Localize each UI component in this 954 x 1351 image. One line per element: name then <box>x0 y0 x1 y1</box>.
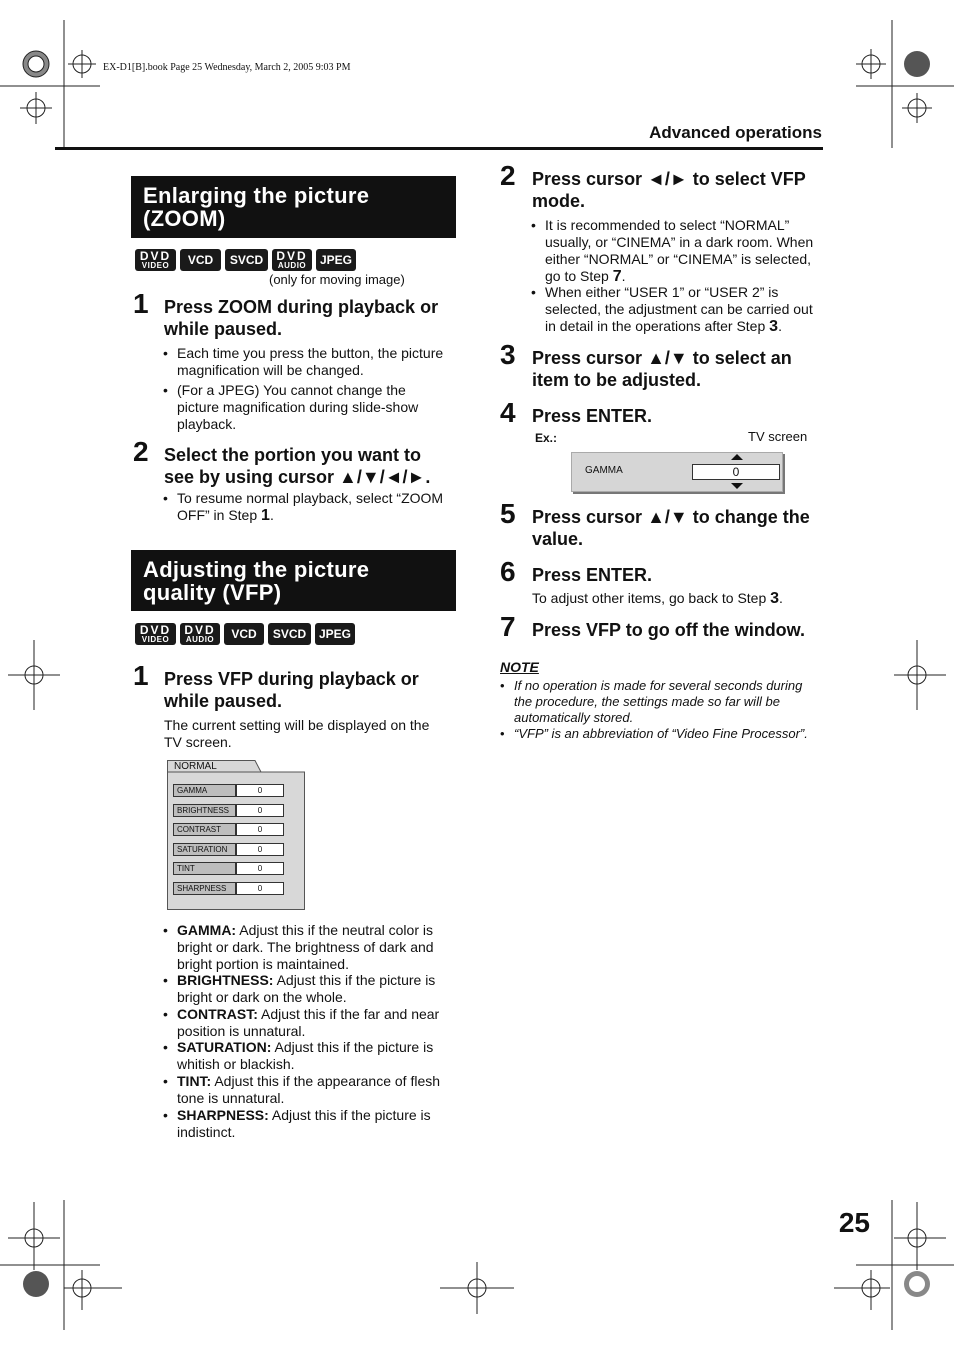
vfp-step7-title: Press VFP to go off the window. <box>532 620 806 640</box>
menu-row-gamma: GAMMA 0 <box>173 784 284 797</box>
def-gamma: • GAMMA: Adjust this if the neutral color is bright or dark. The brightness of dark and bright portion is maintained. <box>163 922 463 973</box>
vfp-disc-badges <box>135 623 355 645</box>
page-number: 25 <box>838 1207 870 1238</box>
zoom-section-title <box>131 176 456 238</box>
vfp-step2-bullet1: • It is recommended to select “NORMAL” usually, or “CINEMA” in a dark room. When either “NORMAL” or “CINEMA” is selected, go to Step 7. <box>531 217 831 285</box>
def-contrast: • CONTRAST: Adjust this if the far and near position is unnatural. <box>163 1006 463 1040</box>
badge-dvd-audio: DVD AUDIO <box>272 249 312 271</box>
zoom-title-line1: Enlarging the picture <box>143 183 370 208</box>
menu-row-contrast: CONTRAST 0 <box>173 823 284 836</box>
up-down-arrows-icon <box>727 453 747 491</box>
vfp-step2-bullet2: • When either “USER 1” or “USER 2” is selected, the adjustment can be carried out in detail in the operations after Step 3. <box>531 284 831 335</box>
vfp-menu-screen <box>167 760 305 910</box>
vfp-step1-title: Press VFP during playback or while paused. <box>164 669 419 711</box>
zoom-step1-bullet1: • Each time you press the button, the picture magnification will be changed. <box>163 345 463 379</box>
badge-dvd-audio: DVD AUDIO <box>180 623 220 645</box>
zoom-title-line2: (ZOOM) <box>143 206 226 231</box>
vfp-step3-number: 3 <box>500 339 516 370</box>
menu-row-sharpness: SHARPNESS 0 <box>173 882 284 895</box>
note-item-1: • If no operation is made for several seconds during the procedure, the settings made so far will be automatically stored. <box>500 678 830 726</box>
badge-dvd-video: DVD VIDEO <box>135 623 176 645</box>
zoom-step2-title: Select the portion you want to see by using cursor ▲/▼/◄/►. <box>164 445 431 487</box>
badge-dvd-video: DVD VIDEO <box>135 249 176 271</box>
vfp-step6-body: To adjust other items, go back to Step 3. <box>532 590 783 607</box>
badge-svcd: SVCD <box>268 623 311 645</box>
badge-vcd: VCD <box>180 249 221 271</box>
header-rule <box>55 147 823 150</box>
zoom-step1-bullet2: • (For a JPEG) You cannot change the picture magnification during slide-show playback. <box>163 382 463 433</box>
vfp-step6-number: 6 <box>500 556 516 587</box>
def-saturation: • SATURATION: Adjust this if the picture is whitish or blackish. <box>163 1039 463 1073</box>
vfp-step5-title: Press cursor ▲/▼ to change the value. <box>532 507 810 549</box>
vfp-step2-number: 2 <box>500 160 516 191</box>
menu-row-tint: TINT 0 <box>173 862 284 875</box>
gamma-screen-label: GAMMA <box>585 465 623 476</box>
menu-row-saturation: SATURATION 0 <box>173 843 284 856</box>
vfp-menu-tab: NORMAL <box>174 761 217 772</box>
example-label: Ex.: <box>535 431 558 445</box>
vfp-title-line2: quality (VFP) <box>143 580 282 605</box>
gamma-screen-value: 0 <box>692 464 780 480</box>
def-brightness: • BRIGHTNESS: Adjust this if the picture is bright or dark on the whole. <box>163 972 463 1006</box>
gamma-screen <box>571 452 783 492</box>
def-tint: • TINT: Adjust this if the appearance of flesh tone is unnatural. <box>163 1073 463 1107</box>
menu-row-brightness: BRIGHTNESS 0 <box>173 804 284 817</box>
zoom-step2-bullet: • To resume normal playback, select “ZOOM OFF” in Step 1. <box>163 490 463 524</box>
vfp-step1-number: 1 <box>133 660 149 691</box>
file-info: EX-D1[B].book Page 25 Wednesday, March 2, 2005 9:03 PM <box>103 62 351 73</box>
badge-vcd: VCD <box>224 623 264 645</box>
def-sharpness: • SHARPNESS: Adjust this if the picture is indistinct. <box>163 1107 463 1141</box>
section-header: Advanced operations <box>649 123 822 142</box>
note-heading: NOTE <box>500 659 539 675</box>
badge-note: (only for moving image) <box>269 272 405 287</box>
vfp-step3-title: Press cursor ▲/▼ to select an item to be adjusted. <box>532 348 792 390</box>
vfp-step2-title: Press cursor ◄/► to select VFP mode. <box>532 169 806 211</box>
vfp-step6-title: Press ENTER. <box>532 565 653 585</box>
zoom-disc-badges <box>135 249 356 271</box>
zoom-step2-number: 2 <box>133 436 149 467</box>
vfp-step1-body: The current setting will be displayed on the TV screen. <box>164 717 430 750</box>
vfp-step4-number: 4 <box>500 397 516 428</box>
zoom-step1-title: Press ZOOM during playback or while paused. <box>164 297 439 339</box>
tv-screen-label: TV screen <box>748 429 808 444</box>
vfp-step5-number: 5 <box>500 498 516 529</box>
vfp-section-title <box>131 550 456 611</box>
badge-svcd: SVCD <box>225 249 268 271</box>
zoom-step1-number: 1 <box>133 288 149 319</box>
vfp-title-line1: Adjusting the picture <box>143 557 370 582</box>
badge-jpeg: JPEG <box>316 249 356 271</box>
note-item-2: • “VFP” is an abbreviation of “Video Fine Processor”. <box>500 726 840 742</box>
badge-jpeg: JPEG <box>315 623 355 645</box>
vfp-step4-title: Press ENTER. <box>532 406 653 426</box>
vfp-step7-number: 7 <box>500 611 516 642</box>
